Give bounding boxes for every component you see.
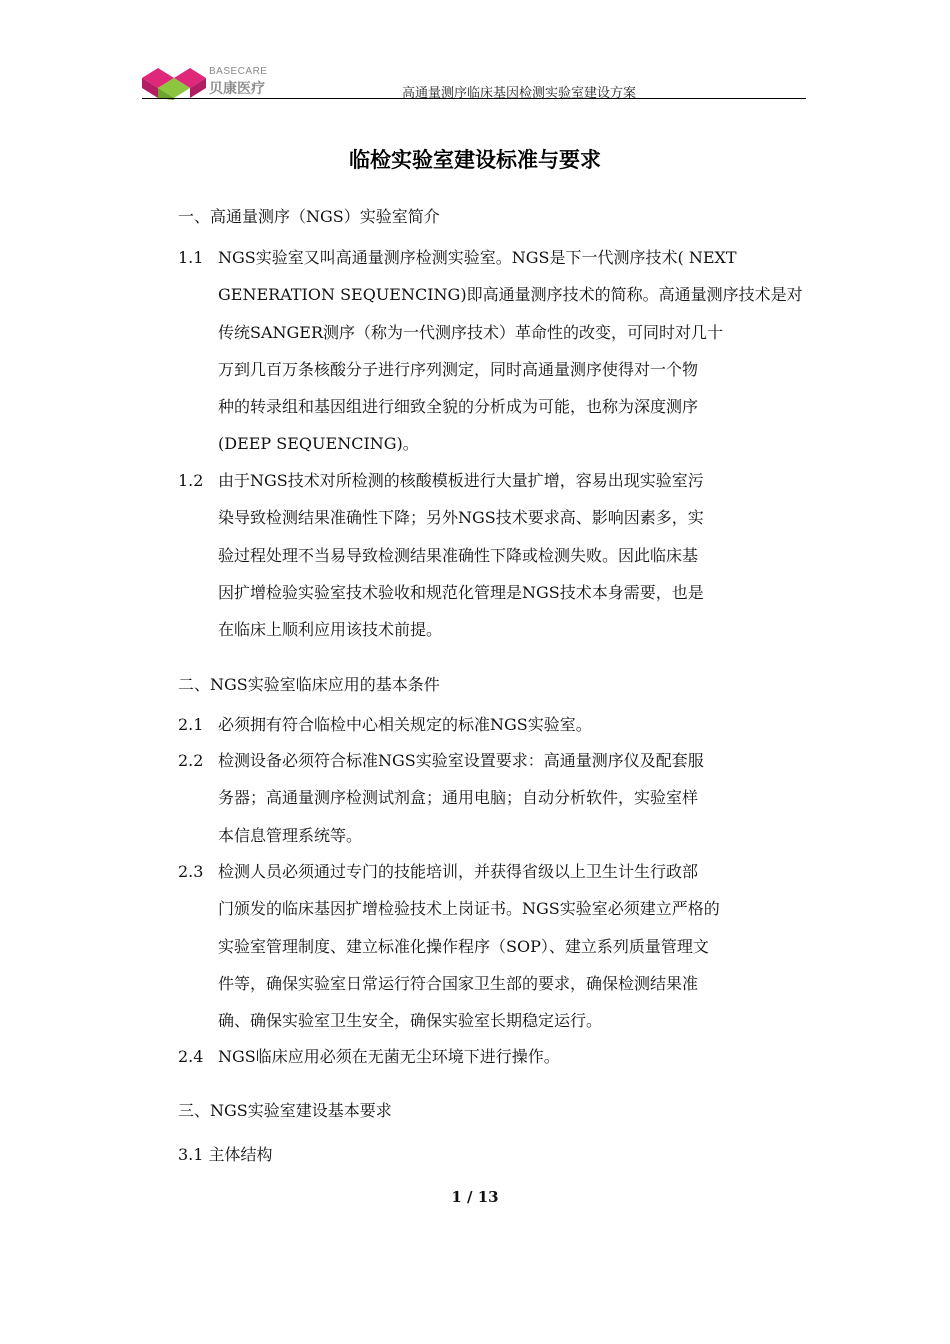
- item-line: 确、确保实验室卫生安全，确保实验室长期稳定运行。: [218, 1011, 603, 1031]
- item-line: 门颁发的临床基因扩增检验技术上岗证书。NGS实验室必须建立严格的: [218, 899, 720, 919]
- basecare-logo: [142, 64, 282, 100]
- section-heading-3: 三、NGS实验室建设基本要求: [178, 1101, 392, 1120]
- item-line: 必须拥有符合临检中心相关规定的标准NGS实验室。: [218, 715, 592, 734]
- item-line: 传统SANGER测序（称为一代测序技术）革命性的改变，可同时对几十: [218, 322, 724, 342]
- item-line: 本信息管理系统等。: [218, 825, 363, 845]
- document-title: 临检实验室建设标准与要求: [349, 147, 601, 172]
- item-line: 染导致检测结果准确性下降；另外NGS技术要求高、影响因素多，实: [218, 508, 704, 528]
- item-number: 1.1: [178, 248, 204, 267]
- item-line: 务器；高通量测序检测试剂盒；通用电脑；自动分析软件，实验室样: [218, 788, 699, 808]
- section-heading-2: 二、NGS实验室临床应用的基本条件: [178, 675, 440, 694]
- item-number: 2.2: [178, 751, 204, 770]
- item-line: 万到几百万条核酸分子进行序列测定，同时高通量测序使得对一个物: [218, 359, 699, 379]
- logo-english-text: BASECARE: [209, 66, 268, 77]
- basecare-logo-icon: [142, 64, 208, 100]
- running-header-title: 高通量测序临床基因检测实验室建设方案: [402, 86, 637, 101]
- item-line: NGS临床应用必须在无菌无尘环境下进行操作。: [218, 1047, 560, 1066]
- item-number: 2.3: [178, 862, 204, 881]
- list-item-1-1: [178, 239, 808, 463]
- item-number: 2.4: [178, 1047, 204, 1066]
- item-line: 检测设备必须符合标准NGS实验室设置要求：高通量测序仪及配套服: [218, 751, 704, 770]
- item-line: 检测人员必须通过专门的技能培训，并获得省级以上卫生计生行政部: [218, 862, 699, 881]
- list-item-1-2: [178, 462, 808, 648]
- item-line: (DEEP SEQUENCING)。: [218, 434, 419, 454]
- item-line: NGS实验室又叫高通量测序检测实验室。NGS是下一代测序技术( NEXT: [218, 248, 737, 267]
- page-number: 1 / 13: [451, 1188, 499, 1206]
- item-line: 由于NGS技术对所检测的核酸模板进行大量扩增，容易出现实验室污: [218, 471, 704, 490]
- item-line: 件等，确保实验室日常运行符合国家卫生部的要求，确保检测结果准: [218, 973, 699, 993]
- item-number: 2.1: [178, 715, 204, 734]
- header-divider: [142, 98, 806, 99]
- logo-chinese-text: 贝康医疗: [209, 81, 265, 97]
- item-line: 验过程处理不当易导致检测结果准确性下降或检测失败。因此临床基: [218, 545, 699, 565]
- item-number: 1.2: [178, 471, 204, 490]
- list-item-2-3: [178, 853, 808, 1039]
- list-item-2-4: [178, 1038, 808, 1075]
- list-item-2-2: [178, 742, 808, 854]
- section-heading-1: 一、高通量测序（NGS）实验室简介: [178, 207, 440, 226]
- item-line: GENERATION SEQUENCING)即高通量测序技术的简称。高通量测序技术是对: [218, 285, 803, 305]
- item-line: 实验室管理制度、建立标准化操作程序（SOP）、建立系列质量管理文: [218, 936, 709, 956]
- item-line: 在临床上顺利应用该技术前提。: [218, 620, 443, 640]
- subsection-heading-3-1: 3.1 主体结构: [178, 1145, 273, 1164]
- item-line: 种的转录组和基因组进行细致全貌的分析成为可能，也称为深度测序: [218, 397, 699, 417]
- list-item-2-1: [178, 706, 808, 743]
- item-line: 因扩增检验实验室技术验收和规范化管理是NGS技术本身需要，也是: [218, 582, 704, 602]
